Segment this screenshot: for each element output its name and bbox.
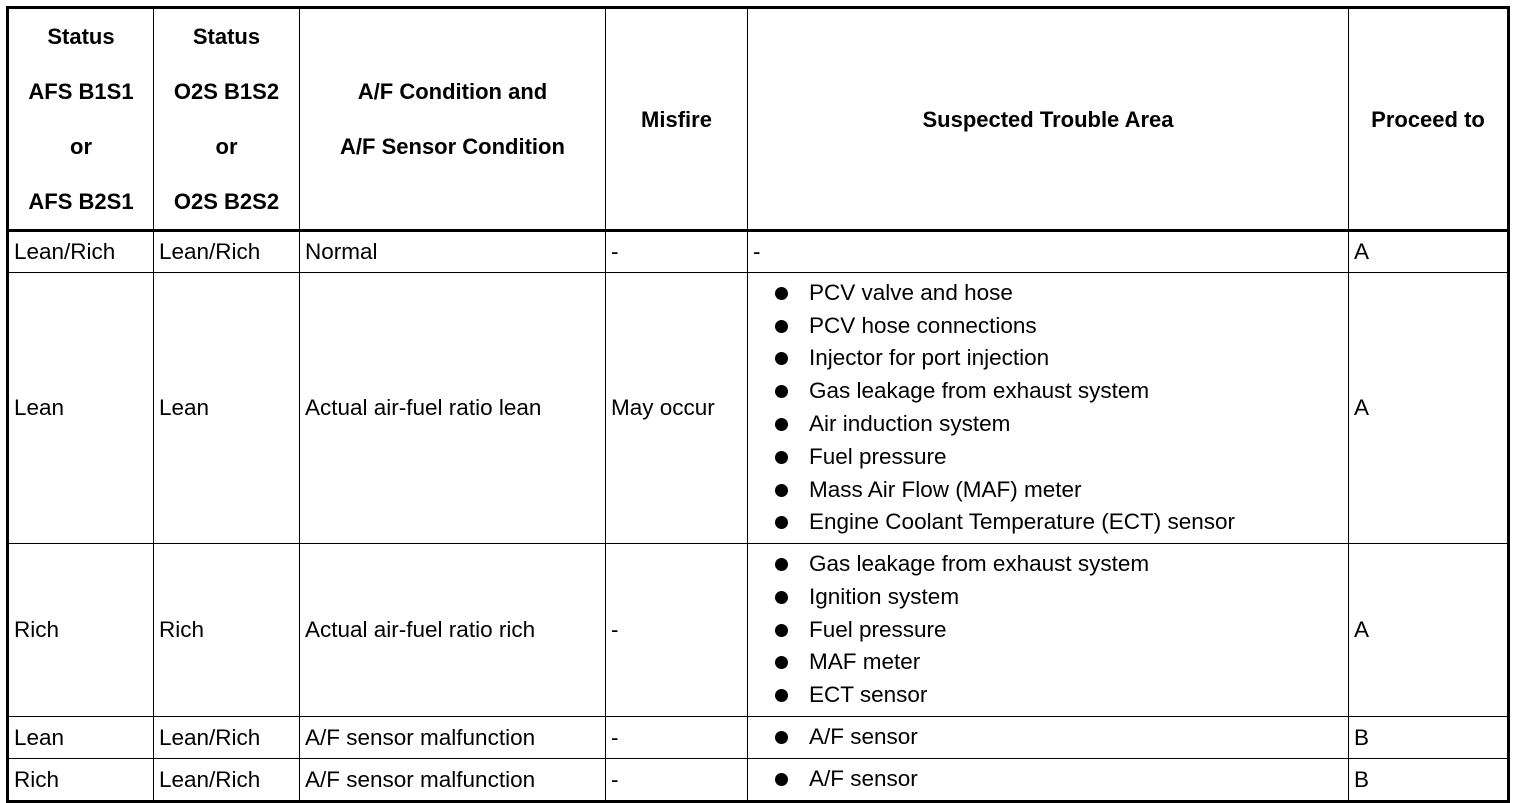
- misfire-cell: -: [606, 231, 748, 273]
- trouble-area-item: Mass Air Flow (MAF) meter: [772, 474, 1343, 507]
- trouble-area-item: ECT sensor: [772, 679, 1343, 712]
- o2s-status-cell: Lean: [154, 273, 300, 544]
- trouble-area-list: [753, 763, 1343, 796]
- table-row: [8, 544, 1509, 717]
- header-suspected-trouble-area: Suspected Trouble Area: [748, 8, 1349, 231]
- proceed-to-cell: A: [1349, 273, 1509, 544]
- trouble-area-item: A/F sensor: [772, 763, 1343, 796]
- af-condition-cell: Actual air-fuel ratio rich: [300, 544, 606, 717]
- afs-status-cell: Rich: [8, 759, 154, 802]
- header-proceed-to: Proceed to: [1349, 8, 1509, 231]
- trouble-area-item: Injector for port injection: [772, 342, 1343, 375]
- misfire-cell: -: [606, 544, 748, 717]
- trouble-area-item: Ignition system: [772, 581, 1343, 614]
- afs-status-cell: Lean: [8, 717, 154, 759]
- af-condition-cell: Normal: [300, 231, 606, 273]
- header-row: [8, 8, 1509, 231]
- trouble-area-cell: -: [748, 231, 1349, 273]
- trouble-area-item: PCV valve and hose: [772, 277, 1343, 310]
- trouble-area-item: Fuel pressure: [772, 441, 1343, 474]
- header-o2s-status: Status O2S B1S2 or O2S B2S2: [154, 8, 300, 231]
- trouble-area-item: Air induction system: [772, 408, 1343, 441]
- table-row: [8, 759, 1509, 802]
- trouble-area-item: Gas leakage from exhaust system: [772, 548, 1343, 581]
- trouble-area-item: Fuel pressure: [772, 614, 1343, 647]
- trouble-area-list: [753, 721, 1343, 754]
- table-row: [8, 231, 1509, 273]
- trouble-area-cell: [748, 544, 1349, 717]
- trouble-area-item: Engine Coolant Temperature (ECT) sensor: [772, 506, 1343, 539]
- trouble-area-item: A/F sensor: [772, 721, 1343, 754]
- trouble-area-item: MAF meter: [772, 646, 1343, 679]
- af-condition-cell: Actual air-fuel ratio lean: [300, 273, 606, 544]
- proceed-to-cell: A: [1349, 231, 1509, 273]
- afs-status-cell: Rich: [8, 544, 154, 717]
- trouble-area-item: PCV hose connections: [772, 310, 1343, 343]
- afs-status-cell: Lean/Rich: [8, 231, 154, 273]
- header-afs-status: Status AFS B1S1 or AFS B2S1: [8, 8, 154, 231]
- trouble-area-item: Gas leakage from exhaust system: [772, 375, 1343, 408]
- header-misfire: Misfire: [606, 8, 748, 231]
- header-af-condition: A/F Condition and A/F Sensor Condition: [300, 8, 606, 231]
- af-condition-cell: A/F sensor malfunction: [300, 717, 606, 759]
- trouble-area-list: [753, 548, 1343, 712]
- proceed-to-cell: B: [1349, 717, 1509, 759]
- table-row: [8, 273, 1509, 544]
- afs-status-cell: Lean: [8, 273, 154, 544]
- diagnostic-table: [6, 6, 1510, 803]
- misfire-cell: -: [606, 717, 748, 759]
- o2s-status-cell: Lean/Rich: [154, 717, 300, 759]
- misfire-cell: May occur: [606, 273, 748, 544]
- trouble-area-list: [753, 277, 1343, 539]
- trouble-area-cell: [748, 717, 1349, 759]
- trouble-area-cell: [748, 759, 1349, 802]
- misfire-cell: -: [606, 759, 748, 802]
- o2s-status-cell: Rich: [154, 544, 300, 717]
- proceed-to-cell: A: [1349, 544, 1509, 717]
- trouble-area-cell: [748, 273, 1349, 544]
- o2s-status-cell: Lean/Rich: [154, 759, 300, 802]
- af-condition-cell: A/F sensor malfunction: [300, 759, 606, 802]
- proceed-to-cell: B: [1349, 759, 1509, 802]
- o2s-status-cell: Lean/Rich: [154, 231, 300, 273]
- table-row: [8, 717, 1509, 759]
